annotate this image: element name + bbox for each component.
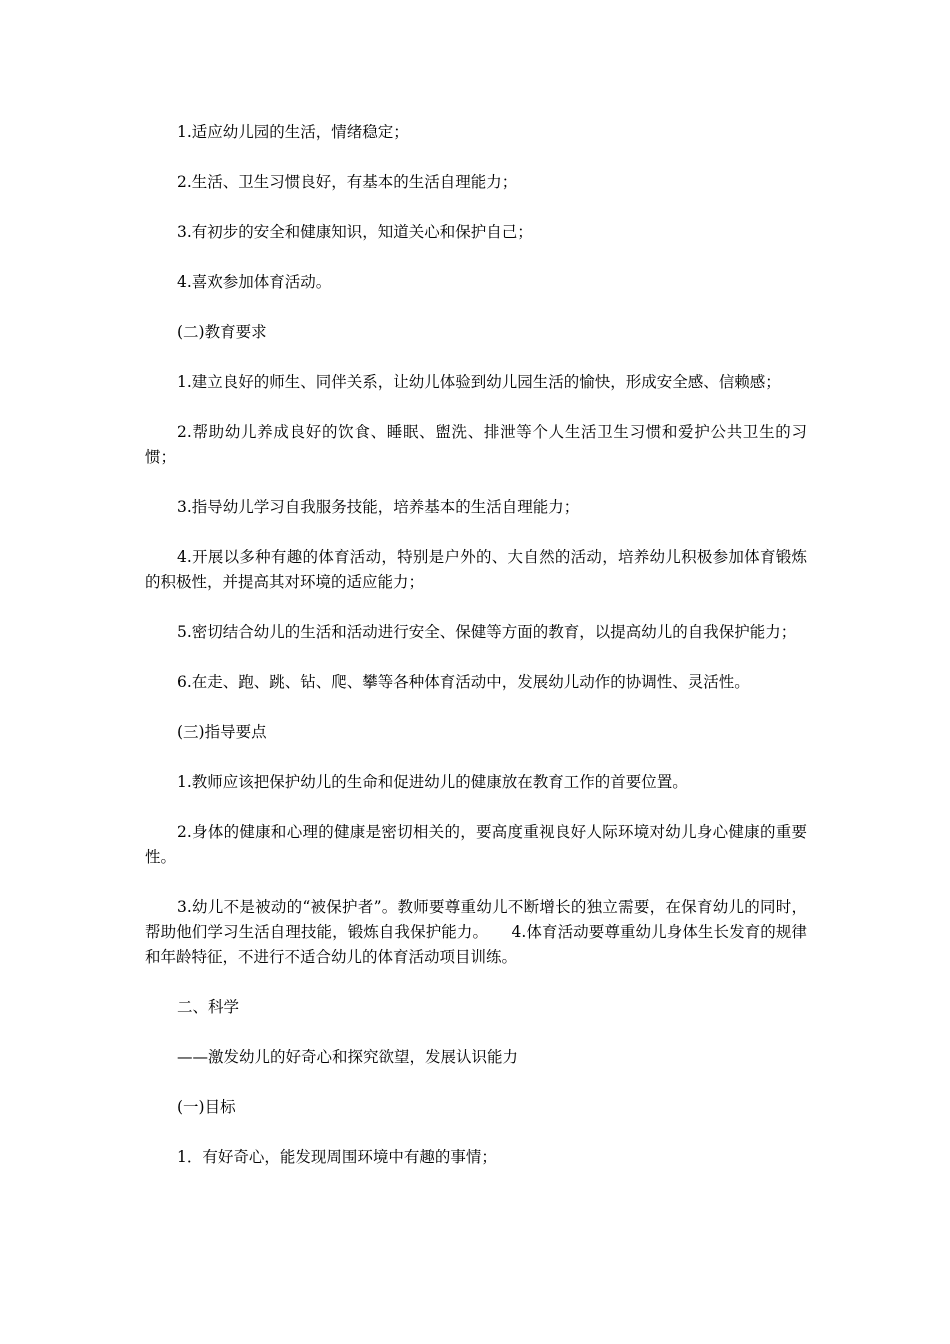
section-heading-science: 二、科学: [177, 998, 240, 1016]
guidance-item-2: 2.身体的健康和心理的健康是密切相关的，要高度重视良好人际环境对幼儿身心健康的重要性。: [145, 823, 807, 866]
requirement-item-1: 1.建立良好的师生、同伴关系，让幼儿体验到幼儿园生活的愉快，形成安全感、信赖感；: [177, 373, 781, 391]
science-subtitle: ——激发幼儿的好奇心和探究欲望，发展认识能力: [177, 1048, 519, 1066]
requirement-item-4: 4.开展以多种有趣的体育活动，特别是户外的、大自然的活动，培养幼儿积极参加体育锻炼的积极性，并提高其对环境的适应能力；: [145, 548, 807, 591]
section-heading-education-requirements: (二)教育要求: [177, 323, 267, 341]
goal-item-1: 1.适应幼儿园的生活，情绪稳定；: [177, 123, 409, 141]
requirement-item-3: 3.指导幼儿学习自我服务技能，培养基本的生活自理能力；: [177, 498, 580, 516]
goal-item-3: 3.有初步的安全和健康知识，知道关心和保护自己；: [177, 223, 533, 241]
requirement-item-2: 2.帮助幼儿养成良好的饮食、睡眠、盥洗、排泄等个人生活卫生习惯和爱护公共卫生的习惯；: [145, 423, 807, 466]
goal-item-4: 4.喜欢参加体育活动。: [177, 273, 332, 291]
document-body: [145, 120, 807, 1195]
requirement-item-5: 5.密切结合幼儿的生活和活动进行安全、保健等方面的教育，以提高幼儿的自我保护能力；: [177, 623, 797, 641]
science-goal-item-1: 1．有好奇心，能发现周围环境中有趣的事情；: [177, 1148, 497, 1166]
goal-item-2: 2.生活、卫生习惯良好，有基本的生活自理能力；: [177, 173, 518, 191]
guidance-item-1: 1.教师应该把保护幼儿的生命和促进幼儿的健康放在教育工作的首要位置。: [177, 773, 688, 791]
requirement-item-6: 6.在走、跑、跳、钻、爬、攀等各种体育活动中，发展幼儿动作的协调性、灵活性。: [177, 673, 750, 691]
section-heading-guidance-points: (三)指导要点: [177, 723, 267, 741]
section-heading-goals: (一)目标: [177, 1098, 236, 1116]
guidance-item-3-4: 3.幼儿不是被动的“被保护者”。教师要尊重幼儿不断增长的独立需要，在保育幼儿的同时，帮助他们学习生活自理技能，锻炼自我保护能力。 4.体育活动要尊重幼儿身体生长发育的规律和年龄特征，不进行不适合幼儿的体育活动项目训练。: [145, 898, 807, 966]
